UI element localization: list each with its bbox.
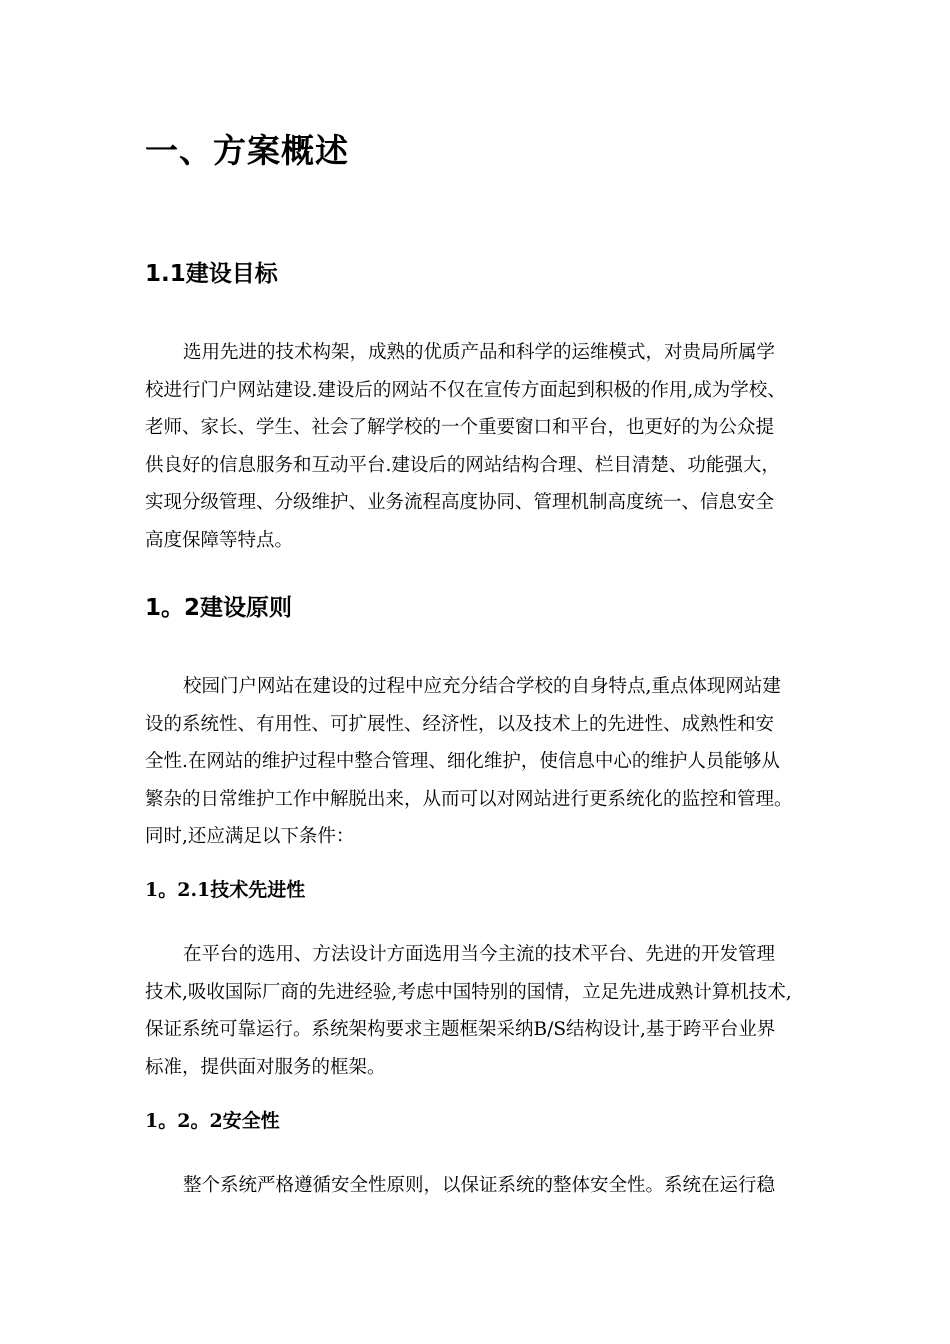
section-heading-1-2-1: 1。2.1技术先进性 bbox=[145, 879, 306, 901]
section-heading-1-1: 1.1建设目标 bbox=[145, 261, 278, 287]
section-heading-1-2: 1。2建设原则 bbox=[145, 595, 293, 621]
paragraph-line: 在平台的选用、方法设计方面选用当今主流的技术平台、先进的开发管理 bbox=[183, 944, 776, 965]
paragraph-line: 同时,还应满足以下条件： bbox=[145, 826, 355, 848]
paragraph-line: 校园门户网站在建设的过程中应充分结合学校的自身特点,重点体现网站建 bbox=[183, 676, 781, 697]
paragraph-line: 技术,吸收国际厂商的先进经验,考虑中国特别的国情，立足先进成熟计算机技术, bbox=[145, 981, 792, 1003]
paragraph-1-2 bbox=[145, 668, 825, 856]
paragraph-line: 老师、家长、学生、社会了解学校的一个重要窗口和平台，也更好的为公众提 bbox=[145, 417, 775, 439]
paragraph-line: 实现分级管理、分级维护、业务流程高度协同、管理机制高度统一、信息安全 bbox=[145, 492, 775, 514]
paragraph-line: 整个系统严格遵循安全性原则，以保证系统的整体安全性。系统在运行稳 bbox=[183, 1175, 776, 1196]
paragraph-line: 全性.在网站的维护过程中整合管理、细化维护，使信息中心的维护人员能够从 bbox=[145, 751, 780, 773]
paragraph-line: 供良好的信息服务和互动平台.建设后的网站结构合理、栏目清楚、功能强大， bbox=[145, 454, 780, 476]
paragraph-1-2-1 bbox=[145, 936, 825, 1086]
paragraph-line: 设的系统性、有用性、可扩展性、经济性，以及技术上的先进性、成熟性和安 bbox=[145, 713, 775, 735]
paragraph-line: 选用先进的技术构架，成熟的优质产品和科学的运维模式，对贵局所属学 bbox=[183, 342, 776, 363]
paragraph-line: 高度保障等特点。 bbox=[145, 529, 294, 551]
section-heading-1-2-2: 1。2。2安全性 bbox=[145, 1110, 280, 1132]
paragraph-line: 校进行门户网站建设.建设后的网站不仅在宣传方面起到积极的作用,成为学校、 bbox=[145, 379, 786, 401]
paragraph-1-2-2 bbox=[145, 1167, 825, 1205]
paragraph-1-1 bbox=[145, 334, 825, 560]
paragraph-line: 繁杂的日常维护工作中解脱出来，从而可以对网站进行更系统化的监控和管理。 bbox=[145, 788, 793, 810]
chapter-heading: 一、方案概述 bbox=[145, 131, 349, 170]
paragraph-line: 保证系统可靠运行。系统架构要求主题框架采纳B/S结构设计,基于跨平台业界 bbox=[145, 1019, 776, 1041]
paragraph-line: 标准，提供面对服务的框架。 bbox=[145, 1056, 386, 1078]
